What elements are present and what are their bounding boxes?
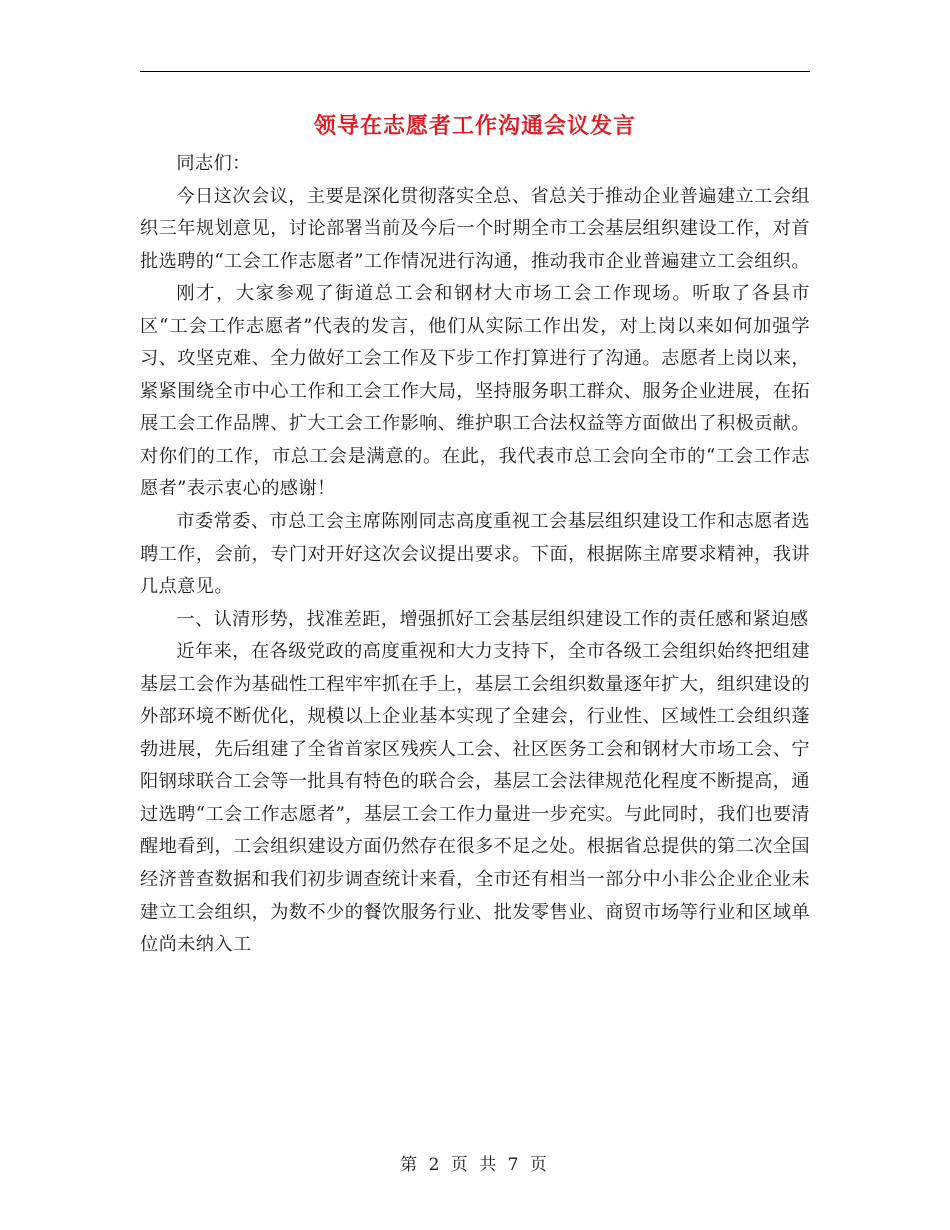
- salutation-paragraph: 同志们：: [176, 153, 251, 174]
- section-heading-1: 一、认清形势，找准差距，增强抓好工会基层组织建设工作的责任感和紧迫感: [176, 608, 809, 630]
- situation-paragraph: 近年来，在各级党政的高度重视和大力支持下，全市各级工会组织始终把组建基层工会作为基础性工程牢牢抓在手上，基层工会组织数量逐年扩大，组织建设的外部环境不断优化，规模以上企业基本实现了全建会，行业性、区域性工会组织蓬勃进展，先后组建了全省首家区残疾人工会、社区医务工会和钢材大市场工会、宁阳钢球联合工会等一批具有特色的联合会，基层工会法律规范化程度不断提高，通过选聘“工会工作志愿者”，基层工会工作力量进一步充实。与此同时，我们也要清醒地看到，工会组织建设方面仍然存在很多不足之处。根据省总提供的第二次全国经济普查数据和我们初步调查统计来看，全市还有相当一部分中小非公企业企业未建立工会组织，为数不少的餐饮服务行业、批发零售业、商贸市场等行业和区域单位尚未纳入工: [140, 641, 810, 956]
- page-number: 第 2 页 共 7 页: [400, 1155, 550, 1175]
- header-rule: [140, 71, 810, 72]
- document-body: [140, 148, 810, 962]
- intro-paragraph: 今日这次会议，主要是深化贯彻落实全总、省总关于推动企业普遍建立工会组织三年规划意见，讨论部署当前及今后一个时期全市工会基层组织建设工作，对首批选聘的“工会工作志愿者”工作情况进行沟通，推动我市企业普遍建立工会组织。: [140, 185, 810, 272]
- visit-paragraph: 刚才，大家参观了街道总工会和钢材大市场工会工作现场。听取了各县市区“工会工作志愿者”代表的发言，他们从实际工作出发，对上岗以来如何加强学习、攻坚克难、全力做好工会工作及下步工作打算进行了沟通。志愿者上岗以来，紧紧围绕全市中心工作和工会工作大局，坚持服务职工群众、服务企业进展，在拓展工会工作品牌、扩大工会工作影响、维护职工合法权益等方面做出了积极贡献。对你们的工作，市总工会是满意的。在此，我代表市总工会向全市的“工会工作志愿者”表示衷心的感谢！: [140, 283, 810, 500]
- document-title: 领导在志愿者工作沟通会议发言: [313, 113, 636, 139]
- leadership-paragraph: 市委常委、市总工会主席陈刚同志高度重视工会基层组织建设工作和志愿者选聘工作，会前，专门对开好这次会议提出要求。下面，根据陈主席要求精神，我讲几点意见。: [140, 511, 810, 598]
